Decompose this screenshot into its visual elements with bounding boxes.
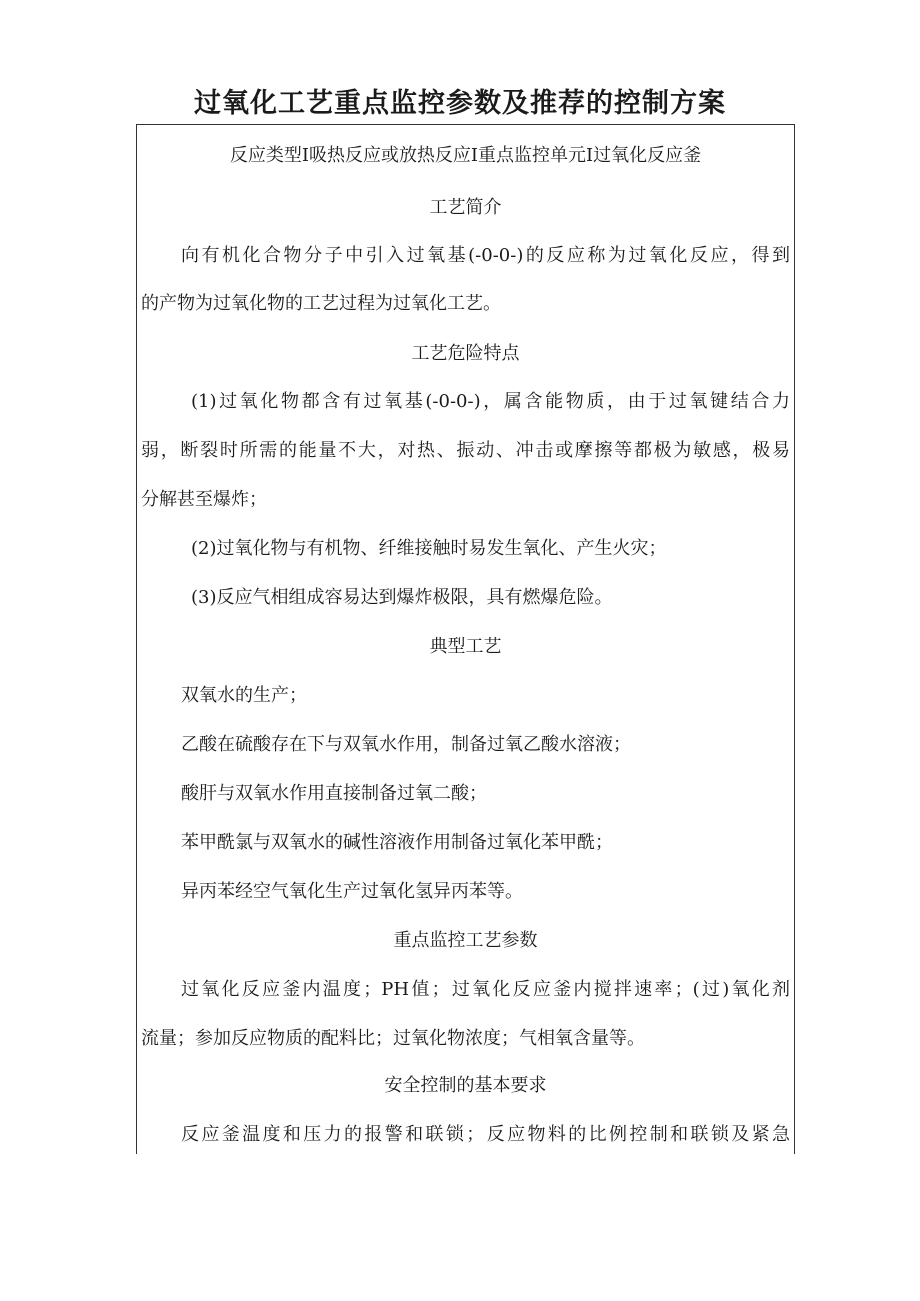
intro-heading: 工艺简介 <box>429 197 502 218</box>
intro-paragraph-line-2: 的产物为过氧化物的工艺过程为过氧化工艺。 <box>141 293 501 314</box>
intro-paragraph-line-1: 向有机化合物分子中引入过氧基(-0-0-)的反应称为过氧化反应，得到 <box>181 245 790 266</box>
reaction-type-header: 反应类型Ⅰ吸热反应或放热反应Ⅰ重点监控单元Ⅰ过氧化反应釜 <box>229 145 702 166</box>
typical-process-item-3: 酸肝与双氧水作用直接制备过氧二酸； <box>181 783 487 804</box>
typical-process-heading: 典型工艺 <box>429 636 502 657</box>
monitoring-params-line-1: 过氧化反应釜内温度；PH值；过氧化反应釜内搅拌速率；(过)氧化剂 <box>181 979 790 1000</box>
hazard-item-3: (3)反应气相组成容易达到爆炸极限，具有燃爆危险。 <box>191 587 613 608</box>
hazard-item-1-line-3: 分解甚至爆炸； <box>141 489 267 510</box>
typical-process-item-1: 双氧水的生产； <box>181 685 307 706</box>
hazard-item-2: (2)过氧化物与有机物、纤维接触时易发生氧化、产生火灾； <box>191 538 667 559</box>
document-title: 过氧化工艺重点监控参数及推荐的控制方案 <box>194 88 726 119</box>
hazard-heading: 工艺危险特点 <box>411 343 520 364</box>
typical-process-item-5: 异丙苯经空气氧化生产过氧化氢异丙苯等。 <box>181 881 523 902</box>
hazard-item-1-line-1: (1)过氧化物都含有过氧基(-0-0-)，属含能物质，由于过氧键结合力 <box>191 391 790 412</box>
safety-control-line-1: 反应釜温度和压力的报警和联锁；反应物料的比例控制和联锁及紧急 <box>181 1124 790 1145</box>
safety-control-heading: 安全控制的基本要求 <box>384 1075 547 1096</box>
monitoring-params-line-2: 流量；参加反应物质的配料比；过氧化物浓度；气相氧含量等。 <box>141 1028 645 1049</box>
typical-process-item-2: 乙酸在硫酸存在下与双氧水作用，制备过氧乙酸水溶液； <box>181 734 631 755</box>
document-table-frame <box>136 124 795 1154</box>
typical-process-item-4: 苯甲酰氯与双氧水的碱性溶液作用制备过氧化苯甲酰； <box>181 832 613 853</box>
monitoring-params-heading: 重点监控工艺参数 <box>393 930 538 951</box>
hazard-item-1-line-2: 弱，断裂时所需的能量不大，对热、振动、冲击或摩擦等都极为敏感，极易 <box>141 440 790 461</box>
